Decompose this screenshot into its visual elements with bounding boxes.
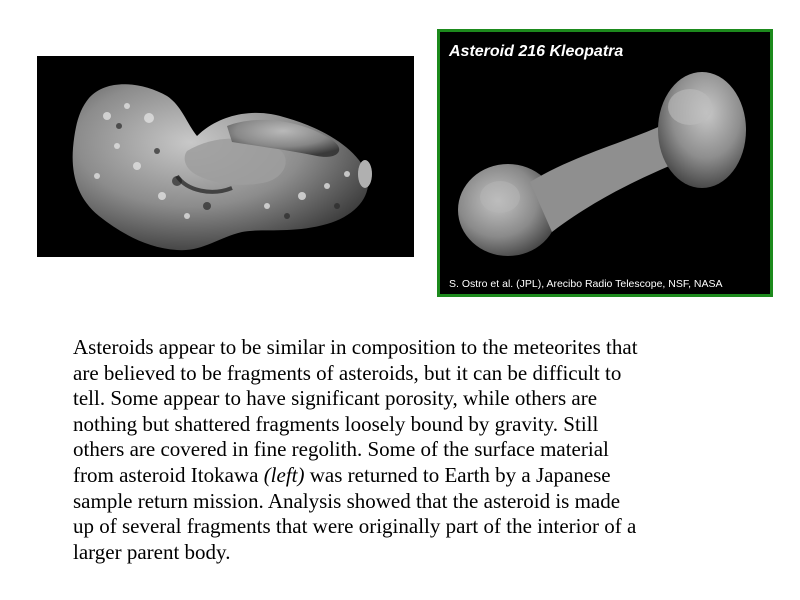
body-paragraph: [73, 335, 753, 565]
paragraph-line: tell. Some appear to have significant porosity, while others are: [73, 386, 598, 411]
paragraph-line: sample return mission. Analysis showed that the asteroid is made: [73, 488, 621, 513]
paragraph-text: from asteroid Itokawa: [73, 462, 264, 487]
paragraph-line: nothing but shattered fragments loosely bound by gravity. Still: [73, 411, 599, 436]
left-reference: (left): [263, 462, 305, 487]
asteroid-itokawa-icon: [37, 56, 414, 257]
paragraph-line: [73, 463, 753, 489]
paragraph-text: was returned to Earth by a Japanese: [304, 462, 611, 487]
itokawa-photo: [37, 56, 414, 257]
asteroid-kleopatra-icon: [440, 32, 770, 294]
paragraph-line: up of several fragments that were originally part of the interior of a: [73, 514, 637, 539]
kleopatra-title: Asteroid 216 Kleopatra: [449, 43, 624, 60]
kleopatra-photo: [437, 29, 773, 297]
paragraph-line: larger parent body.: [73, 539, 231, 564]
paragraph-line: others are covered in fine regolith. Some of the surface material: [73, 437, 609, 462]
paragraph-line: are believed to be fragments of asteroids, but it can be difficult to: [73, 360, 622, 385]
kleopatra-credit: S. Ostro et al. (JPL), Arecibo Radio Telescope, NSF, NASA: [449, 278, 723, 290]
paragraph-line: Asteroids appear to be similar in composition to the meteorites that: [73, 335, 638, 359]
